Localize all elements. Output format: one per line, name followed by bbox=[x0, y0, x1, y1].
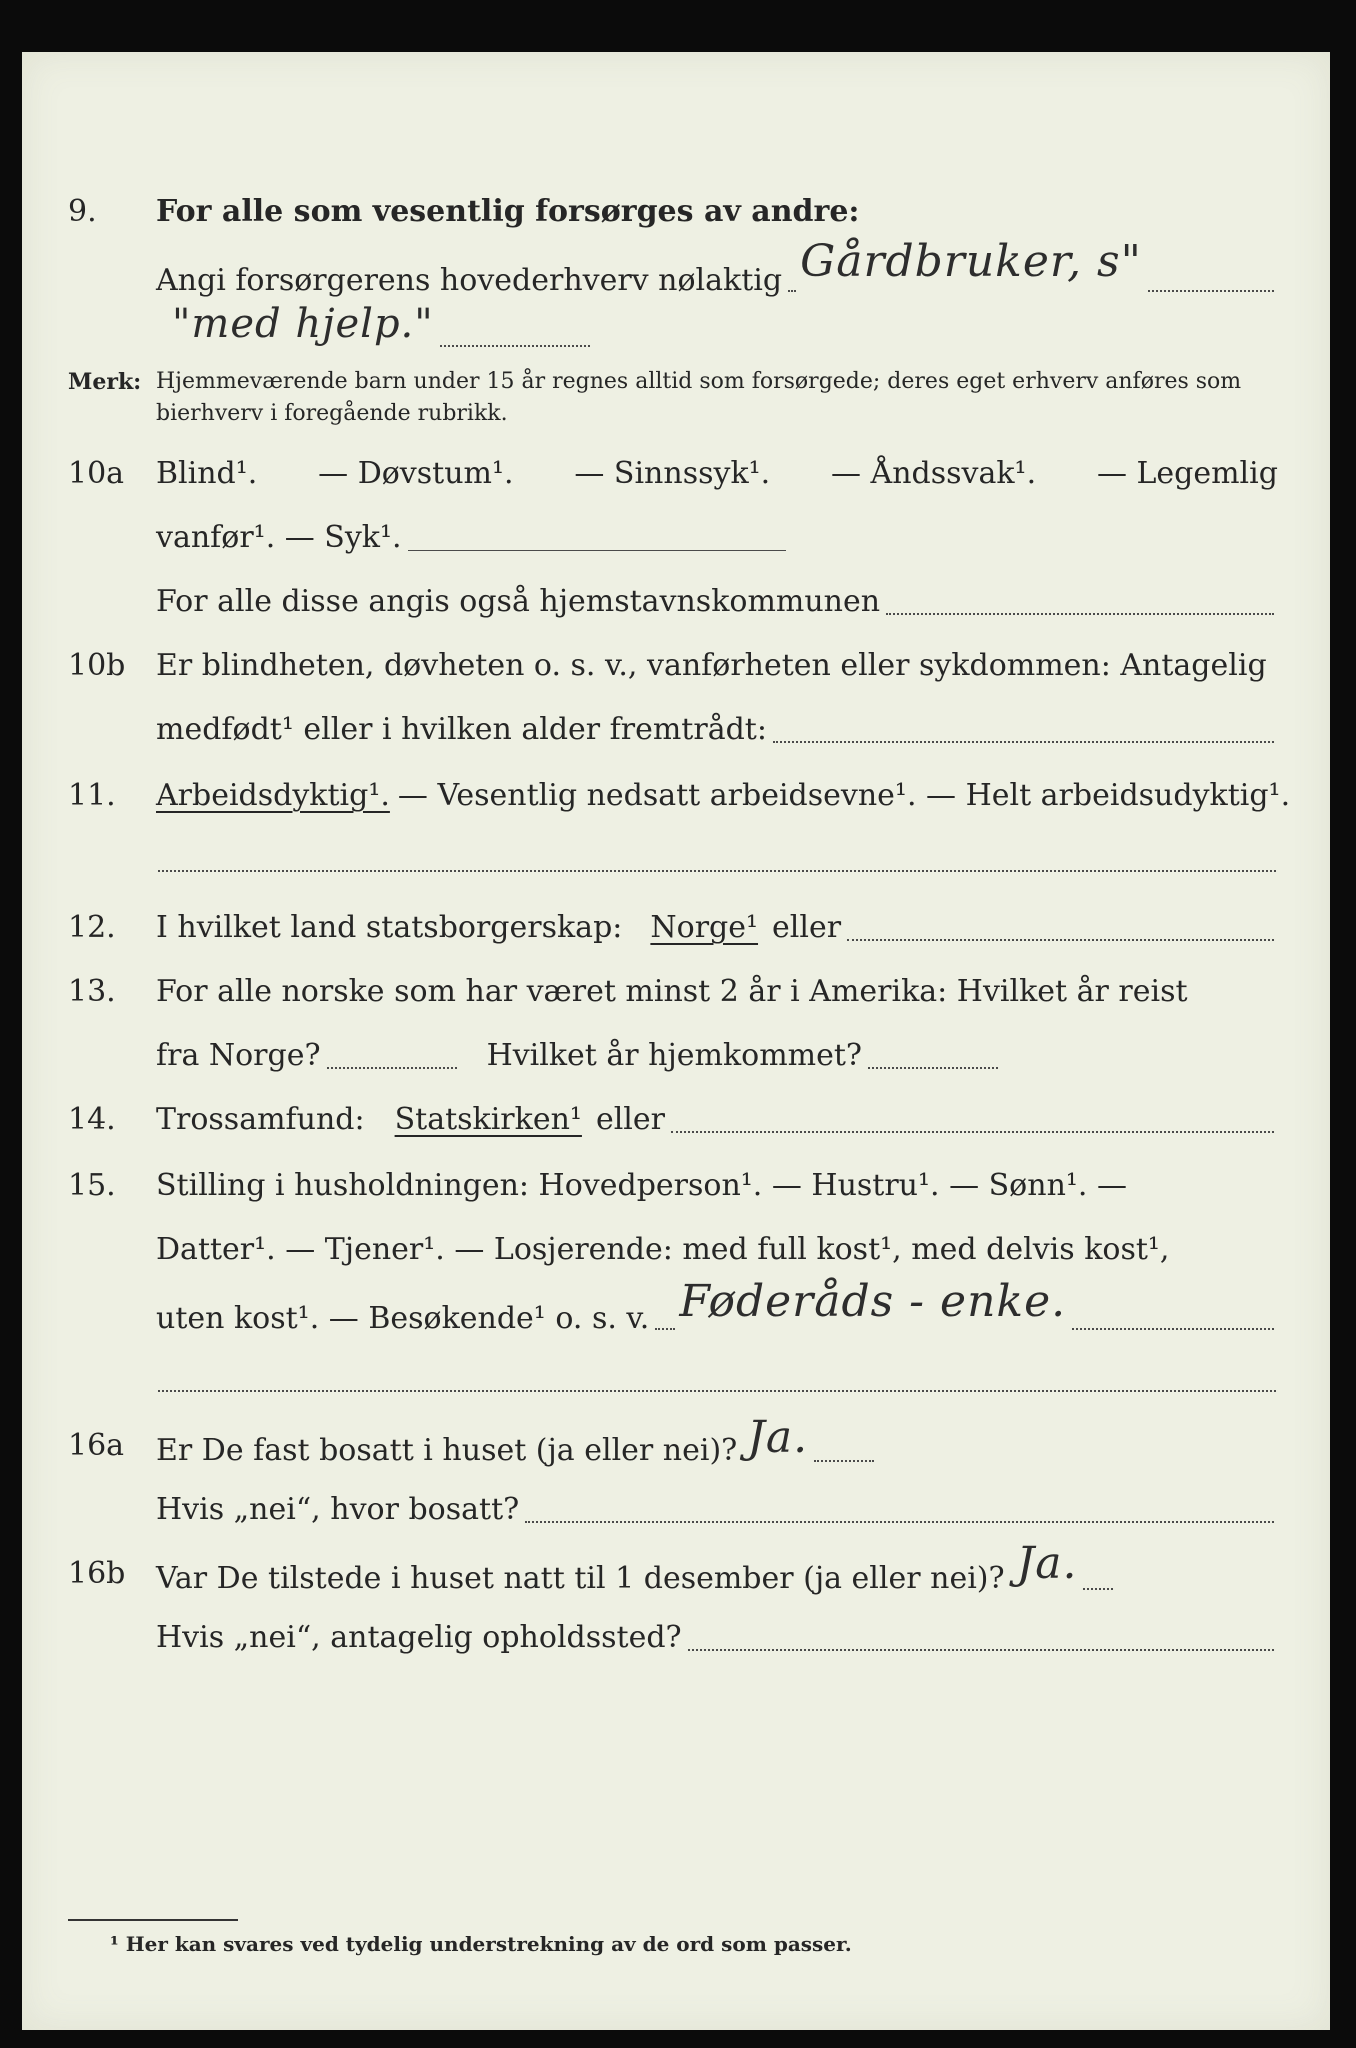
q13-line1: For alle norske som har været minst 2 år i Amerika: Hvilket år reist bbox=[156, 974, 1188, 1009]
q12-opt-norge: Norge¹ bbox=[650, 910, 759, 945]
q9-text: For alle som vesentlig forsørges av andre: bbox=[156, 194, 860, 229]
q16b-line2 bbox=[22, 1614, 1330, 1662]
q11-blank-line bbox=[158, 870, 1276, 872]
q15-answer: Føderåds - enke. bbox=[679, 1276, 1067, 1327]
q14-row bbox=[22, 1096, 1330, 1144]
q10b-number: 10b bbox=[68, 648, 126, 683]
q16a-number: 16a bbox=[68, 1428, 125, 1463]
q10b-line2 bbox=[22, 706, 1330, 754]
q10a-line2 bbox=[22, 514, 1330, 562]
q16a-line2-text: Hvis „nei“, hvor bosatt? bbox=[156, 1492, 520, 1527]
q16b-answer: Ja. bbox=[1016, 1538, 1078, 1589]
q10b-line2-text: medfødt¹ eller i hvilken alder fremtrådt: bbox=[156, 712, 767, 747]
q9-answer-1: Gårdbruker, s" bbox=[800, 236, 1142, 287]
q9-line3 bbox=[22, 301, 1330, 358]
merk-label: Merk: bbox=[68, 369, 142, 395]
q15-line1: Stilling i husholdningen: Hovedperson¹. — Hustru¹. — Sønn¹. — bbox=[156, 1168, 1127, 1203]
q11-row bbox=[22, 772, 1330, 820]
q14-text: Trossamfund: bbox=[156, 1102, 365, 1137]
q14-number: 14. bbox=[68, 1102, 116, 1137]
q16a-row bbox=[22, 1412, 1330, 1470]
q13-line2 bbox=[22, 1032, 1330, 1080]
q9-line2-label: Angi forsørgerens hovederhverv nølaktig bbox=[156, 263, 783, 298]
q12-number: 12. bbox=[68, 910, 116, 945]
q10a-line3-text: For alle disse angis også hjemstavnskommunen bbox=[156, 584, 881, 619]
footnote-divider bbox=[68, 1919, 238, 1921]
q15-line2 bbox=[22, 1226, 1330, 1274]
q11-rest: — Vesentlig nedsatt arbeidsevne¹. — Helt arbeidsudyktig¹. bbox=[397, 778, 1291, 813]
footnote: ¹ Her kan svares ved tydelig understrekning av de ord som passer. bbox=[110, 1932, 852, 1956]
q10a-line2-text: vanfør¹. — Syk¹. bbox=[156, 520, 402, 555]
opt-dovstum: — Døvstum¹. bbox=[318, 456, 514, 491]
q10a-number: 10a bbox=[68, 456, 125, 491]
q16a-line2 bbox=[22, 1486, 1330, 1534]
q13-number: 13. bbox=[68, 974, 116, 1009]
q11-number: 11. bbox=[68, 778, 116, 813]
q15-blank-line bbox=[158, 1390, 1276, 1392]
opt-andssvak: — Åndssvak¹. bbox=[831, 456, 1037, 491]
q13-row bbox=[22, 968, 1330, 1016]
q16b-row bbox=[22, 1538, 1330, 1598]
opt-legemlig: — Legemlig bbox=[1096, 456, 1278, 491]
q12-after: eller bbox=[772, 910, 842, 945]
q9-line2 bbox=[22, 236, 1330, 300]
q9-row bbox=[22, 188, 1330, 236]
q10b-line1: Er blindheten, døvheten o. s. v., vanførheten eller sykdommen: Antagelig bbox=[156, 648, 1267, 683]
q13-line2a: fra Norge? bbox=[156, 1038, 321, 1073]
census-form-page bbox=[22, 52, 1330, 2030]
q16b-number: 16b bbox=[68, 1556, 126, 1591]
q13-line2b: Hvilket år hjemkommet? bbox=[486, 1038, 863, 1073]
q14-after: eller bbox=[595, 1102, 665, 1137]
opt-blind: Blind¹. bbox=[156, 456, 258, 491]
q15-number: 15. bbox=[68, 1168, 116, 1203]
q10b-row bbox=[22, 642, 1330, 690]
q12-row bbox=[22, 904, 1330, 952]
q15-line3-text: uten kost¹. — Besøkende¹ o. s. v. bbox=[156, 1301, 650, 1336]
q16a-line1: Er De fast bosatt i huset (ja eller nei)? bbox=[156, 1433, 738, 1468]
q9-number: 9. bbox=[68, 194, 97, 229]
q12-text: I hvilket land statsborgerskap: bbox=[156, 910, 623, 945]
q16b-line2-text: Hvis „nei“, antagelig opholdssted? bbox=[156, 1620, 682, 1655]
q11-opt-arbeidsdyktig: Arbeidsdyktig¹. bbox=[156, 778, 390, 813]
q15-line3 bbox=[22, 1276, 1330, 1338]
opt-sinnssyk: — Sinnssyk¹. bbox=[574, 456, 771, 491]
q9-answer-2: "med hjelp." bbox=[172, 301, 434, 347]
q15-line2-text: Datter¹. — Tjener¹. — Losjerende: med full kost¹, med delvis kost¹, bbox=[156, 1232, 1170, 1267]
q10a-row bbox=[22, 450, 1330, 498]
q10a-line3 bbox=[22, 578, 1330, 626]
merk-text: Hjemmeværende barn under 15 år regnes alltid som forsørgede; deres eget erhverv anføres som bierhverv i foregående rubrikk. bbox=[156, 369, 1242, 426]
q15-row bbox=[22, 1162, 1330, 1210]
q16a-answer: Ja. bbox=[747, 1412, 809, 1463]
q16b-line1: Var De tilstede i huset natt til 1 desember (ja eller nei)? bbox=[156, 1561, 1005, 1596]
q14-opt-statskirken: Statskirken¹ bbox=[394, 1102, 582, 1137]
